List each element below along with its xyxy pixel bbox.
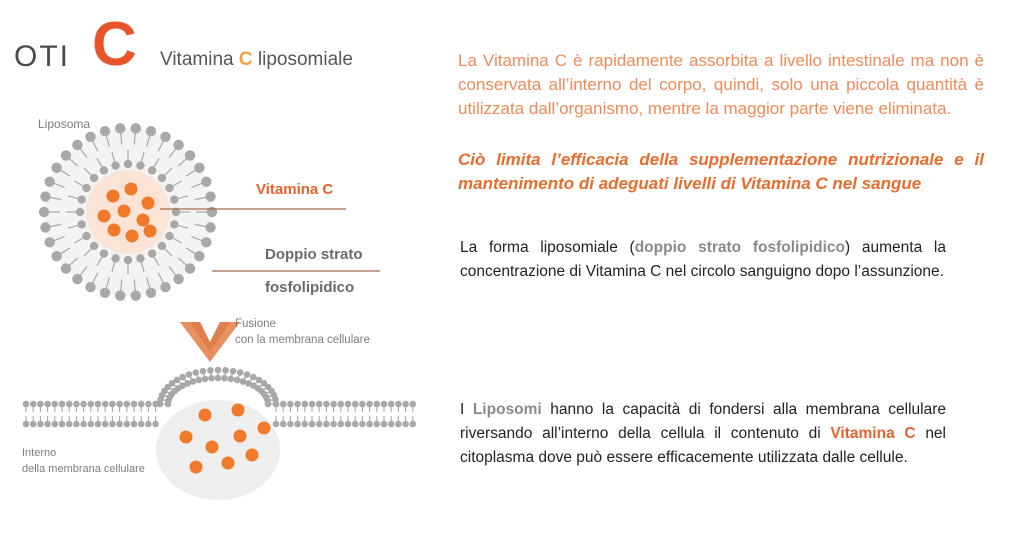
liposoma-label: Liposoma — [38, 117, 91, 131]
bilayer-label-line1: Doppio strato — [265, 246, 363, 263]
liposomal-form-paragraph — [460, 236, 946, 284]
intro-paragraph: La Vitamina C è rapidamente assorbita a livello intestinale ma non è conservata all’interno del corpo, quindi, solo una piccola quantità è utilizzata dall’organismo, mentre la maggior parte viene eliminata. — [458, 51, 984, 118]
fusion-label-line2: con la membrana cellulare — [235, 334, 370, 346]
fusion-label-line1: Fusione — [235, 318, 276, 330]
logo-c: C — [92, 10, 137, 79]
bilayer-label-line2: fosfolipidico — [265, 279, 355, 296]
emphasis-paragraph: Ciò limita l’efficacia della supplementazione nutrizionale e il mantenimento di adeguati livelli di Vitamina C nel sangue — [458, 150, 984, 193]
brand-suffix: liposomiale — [252, 49, 353, 70]
p4-highlight-vitamin: Vitamina C — [830, 425, 916, 442]
p3-text-b: ) aumenta la concentrazione di Vitamina C nel circolo sanguigno dopo l’assunzione. — [460, 239, 946, 280]
interior-label-line2: della membrana cellulare — [22, 463, 145, 475]
p4-highlight-liposomi: Liposomi — [472, 401, 542, 418]
p4-text-c: nel citoplasma dove può essere efficacemente utilizzata dalle cellule. — [460, 425, 946, 466]
p3-text-a: La forma liposomiale ( — [460, 239, 635, 256]
interior-label-line1: Interno — [22, 447, 57, 459]
p4-text-a: I — [460, 401, 473, 418]
fusion-arrow-icon — [180, 322, 240, 362]
p3-highlight: doppio strato fosfolipidico — [634, 239, 845, 256]
liposomes-paragraph — [460, 398, 946, 470]
liposome-graphic — [39, 123, 217, 301]
cell-membrane-graphic — [23, 367, 416, 500]
vitamin-c-label: Vitamina C — [256, 181, 334, 198]
p4-text-b: hanno la capacità di fondersi alla membrana cellulare riversando all’interno della cellula il contenuto di — [460, 401, 946, 442]
brand-prefix: Vitamina — [160, 49, 239, 70]
brand-c: C — [238, 49, 253, 70]
logo-oti: OTI — [14, 40, 70, 73]
